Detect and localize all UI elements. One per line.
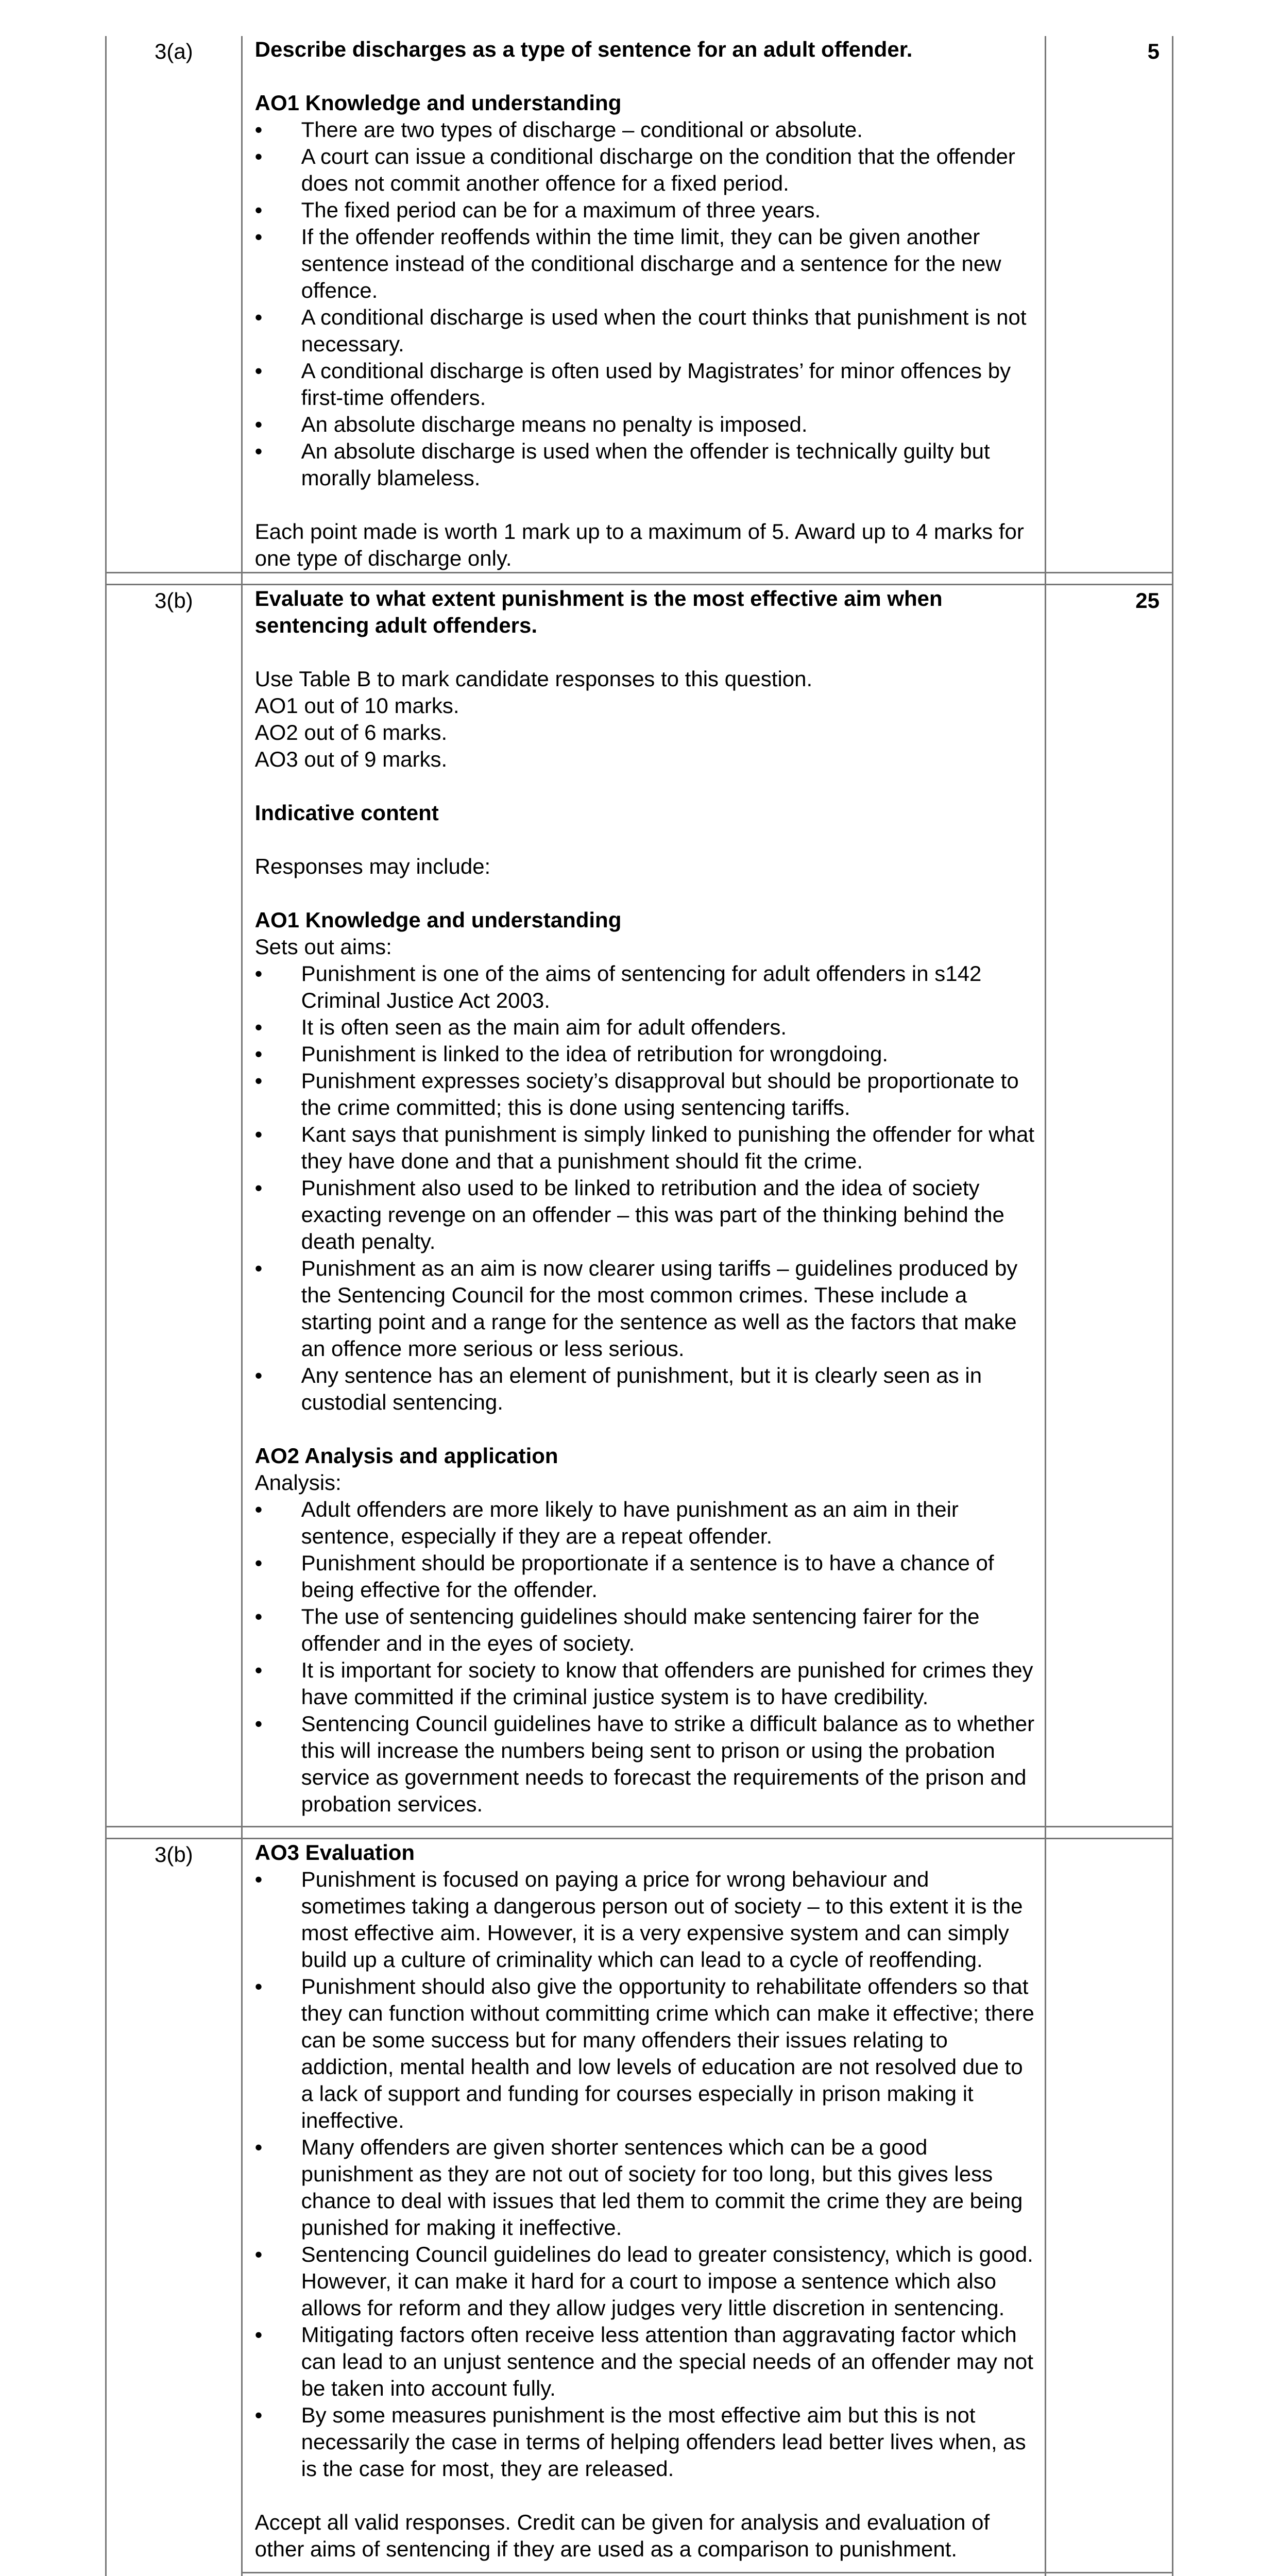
ao-table-row — [107, 2572, 1172, 2576]
list-item: • A conditional discharge is used when the court thinks that punishment is not necessary. — [255, 304, 1035, 358]
ao3-marks-line: AO3 out of 9 marks. — [254, 747, 448, 771]
mark-scheme-table — [105, 36, 1173, 2576]
ao2-subheading: Analysis: — [254, 1470, 342, 1495]
list-item: • If the offender reoffends within the time limit, they can be given another sentence instead of the conditional discharge and a sentence for the new offence. — [255, 224, 1035, 304]
content-cell — [243, 1839, 1046, 2572]
bullet-list — [255, 960, 1035, 1416]
list-item: • Sentencing Council guidelines do lead to greater consistency, which is good. However, it can make it hard for a court to impose a sentence which also allows for reform and they allow judges very little discretion in sentencing. — [255, 2241, 1035, 2321]
list-item: • An absolute discharge is used when the offender is technically guilty but morally blameless. — [255, 438, 1035, 492]
row-separator — [107, 572, 1172, 585]
list-item: • Many offenders are given shorter sentences which can be a good punishment as they are not out of society for too long, but this gives less chance to deal with issues that led them to commit the crime they are being punished for making it ineffective. — [255, 2134, 1035, 2241]
list-item: • A court can issue a conditional discharge on the condition that the offender does not commit another offence for a fixed period. — [255, 143, 1035, 197]
content-cell — [243, 585, 1046, 1826]
list-item: • Sentencing Council guidelines have to strike a difficult balance as to whether this will increase the numbers being sent to prison or using the probation service as government needs to forecast the requirements of the prison and probation services. — [255, 1710, 1035, 1818]
ao1-subheading: Sets out aims: — [254, 935, 392, 959]
question-number: 3(b) — [154, 588, 193, 613]
list-item: • Punishment is focused on paying a price for wrong behaviour and sometimes taking a dangerous person out of society – to this extent it is the most effective aim. However, it is a very expensive system and can simply build up a culture of criminality which can lead to a cycle of reoffending. — [255, 1866, 1035, 1973]
marks-cell — [1046, 1839, 1172, 2572]
list-item: • Punishment as an aim is now clearer using tariffs – guidelines produced by the Sentencing Council for the most common crimes. These include a starting point and a range for the sentence as well as the factors that make an offence more serious or less serious. — [255, 1255, 1035, 1362]
ao1-heading: AO1 Knowledge and understanding — [254, 91, 622, 115]
question-cell — [107, 585, 243, 1826]
marks-cell — [1046, 36, 1172, 572]
list-item: • It is important for society to know that offenders are punished for crimes they have committed if the criminal justice system is to have credibility. — [255, 1657, 1035, 1710]
question-heading: Describe discharges as a type of sentence for an adult offender. — [254, 37, 913, 61]
ao-label — [243, 2572, 1046, 2576]
marking-note: Accept all valid responses. Credit can be given for analysis and evaluation of other aims of sentencing if they are used as a comparison to punishment. — [254, 2510, 990, 2561]
list-item: • By some measures punishment is the most effective aim but this is not necessarily the case in terms of helping offenders lead better lives when, as is the case for most, they are released. — [255, 2402, 1035, 2482]
marking-note: Each point made is worth 1 mark up to a maximum of 5. Award up to 4 marks for one type of discharge only. — [254, 519, 1024, 570]
content-cell — [243, 36, 1046, 572]
table-b-instruction: Use Table B to mark candidate responses to this question. — [254, 667, 813, 691]
ao2-marks-line: AO2 out of 6 marks. — [254, 720, 448, 744]
marks-cell — [1046, 585, 1172, 1826]
ao1-heading: AO1 Knowledge and understanding — [254, 908, 622, 932]
list-item: • Punishment should also give the opportunity to rehabilitate offenders so that they can function without committing crime which can make it effective; there can be some success but for many offenders their issues relating to addiction, mental health and low levels of education are not resolved due to a lack of support and funding for courses especially in prison making it ineffective. — [255, 1973, 1035, 2134]
bullet-list — [255, 116, 1035, 492]
bullet-list — [255, 1866, 1035, 2482]
question-number: 3(a) — [154, 39, 193, 63]
list-item: • Punishment should be proportionate if a sentence is to have a chance of being effective for the offender. — [255, 1550, 1035, 1603]
list-item: • An absolute discharge means no penalty is imposed. — [255, 411, 1035, 438]
list-item: • Punishment also used to be linked to retribution and the idea of society exacting revenge on an offender – this was part of the thinking behind the death penalty. — [255, 1175, 1035, 1255]
list-item: • Punishment is linked to the idea of retribution for wrongdoing. — [255, 1041, 1035, 1067]
row-separator — [107, 1826, 1172, 1839]
list-item: • Adult offenders are more likely to have punishment as an aim in their sentence, especially if they are a repeat offender. — [255, 1496, 1035, 1550]
question-number: 3(b) — [154, 1842, 193, 1867]
list-item: • Punishment expresses society’s disapproval but should be proportionate to the crime committed; this is done using sentencing tariffs. — [255, 1067, 1035, 1121]
question-heading: Evaluate to what extent punishment is the most effective aim when sentencing adult offenders. — [254, 586, 943, 637]
list-item: • There are two types of discharge – conditional or absolute. — [255, 116, 1035, 143]
ao3-heading: AO3 Evaluation — [254, 1840, 415, 1865]
marks-value: 25 — [1135, 588, 1160, 613]
question-cell — [107, 1839, 243, 2576]
ao2-heading: AO2 Analysis and application — [254, 1444, 558, 1468]
list-item: • It is often seen as the main aim for adult offenders. — [255, 1014, 1035, 1041]
question-cell — [107, 36, 243, 572]
list-item: • A conditional discharge is often used by Magistrates’ for minor offences by first-time offenders. — [255, 358, 1035, 411]
list-item: • Kant says that punishment is simply linked to punishing the offender for what they have done and that a punishment should fit the crime. — [255, 1121, 1035, 1175]
row-3b-part1 — [107, 585, 1172, 1826]
row-3a — [107, 36, 1172, 572]
list-item: • Punishment is one of the aims of sentencing for adult offenders in s142 Criminal Justice Act 2003. — [255, 960, 1035, 1014]
row-3b-part2 — [107, 1839, 1172, 2572]
list-item: • The use of sentencing guidelines should make sentencing fairer for the offender and in the eyes of society. — [255, 1603, 1035, 1657]
list-item: • Mitigating factors often receive less attention than aggravating factor which can lead to an unjust sentence and the special needs of an offender may not be taken into account fully. — [255, 2321, 1035, 2402]
ao-value — [1046, 2572, 1172, 2576]
bullet-list — [255, 1496, 1035, 1818]
list-item: • The fixed period can be for a maximum of three years. — [255, 197, 1035, 224]
responses-intro: Responses may include: — [254, 854, 491, 878]
indicative-heading: Indicative content — [254, 801, 439, 825]
ao1-marks-line: AO1 out of 10 marks. — [254, 693, 459, 718]
list-item: • Any sentence has an element of punishment, but it is clearly seen as in custodial sentencing. — [255, 1362, 1035, 1416]
marks-value: 5 — [1147, 39, 1160, 63]
